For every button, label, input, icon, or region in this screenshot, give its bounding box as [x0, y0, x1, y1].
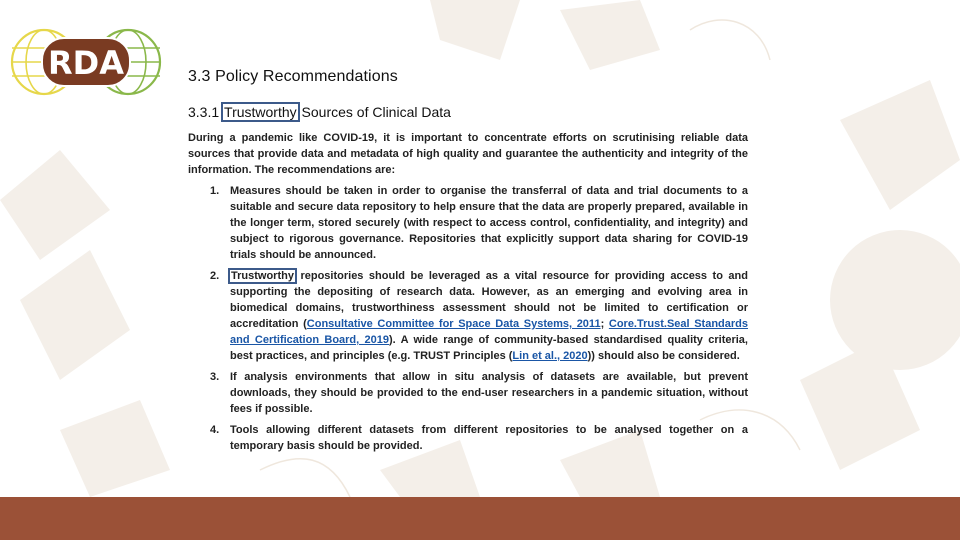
document-content	[188, 68, 748, 454]
list-item-number: 3.	[210, 371, 220, 383]
intro-paragraph: During a pandemic like COVID-19, it is important to concentrate efforts on scrutinising reliable data sources that provide data and metadata of high quality and guarantee the authenticity and integrity of the information. The recommendations are:	[188, 132, 748, 176]
footer-bar	[0, 497, 960, 540]
recommendation-list	[188, 183, 748, 454]
list-item-number: 2.	[210, 270, 220, 282]
highlight-box: Trustworthy	[228, 268, 297, 284]
list-item	[188, 422, 748, 454]
text-run: ). A wide range of community-based standardised quality criteria, best practices, and principles (e.g. TRUST Principles (	[230, 334, 748, 362]
list-item-text: If analysis environments that allow in situ analysis of datasets are available, but prevent downloads, they should be provided to the end-user researchers in a pandemic situation, without fees if possible.	[230, 371, 748, 415]
rda-logo	[8, 26, 164, 98]
list-item-number: 1.	[210, 185, 220, 197]
list-item	[188, 268, 748, 364]
list-item	[188, 369, 748, 417]
subsection-number: 3.3.1	[188, 104, 220, 120]
highlight-box: Trustworthy	[221, 102, 300, 122]
list-item-text	[230, 268, 748, 364]
text-run: ;	[600, 318, 609, 330]
list-item-number: 4.	[210, 424, 220, 436]
logo-text: RDA	[48, 44, 124, 82]
text-run: )) should also be considered.	[587, 350, 740, 362]
citation-link[interactable]: Core.Trust.Seal Standards and Certification Board, 2019	[230, 318, 749, 346]
citation-link[interactable]: Lin et al., 2020	[512, 350, 588, 362]
list-item-text: Tools allowing different datasets from different repositories to be analysed together on a temporary basis should be provided.	[230, 424, 748, 452]
list-item-text: Measures should be taken in order to organise the transferral of data and trial documents to a suitable and secure data repository to help ensure that the data are properly prepared, available in the longer term, stored securely (with respect to access control, confidentiality, and integrity) and subject to rigorous governance. Repositories that explicitly support data sharing for COVID-19 trials should be announced.	[230, 185, 748, 261]
text-run: repositories should be leveraged as a vital resource for providing access to and supporting the depositing of research data. However, as an emerging and evolving area in biomedical domains, trustworthiness assessment should not be limited to certification or accreditation (	[230, 270, 748, 330]
section-title: 3.3 Policy Recommendations	[188, 68, 398, 85]
subsection-title	[188, 104, 748, 120]
list-item	[188, 183, 748, 263]
citation-link[interactable]: Consultative Committee for Space Data Systems, 2011	[306, 318, 601, 330]
subsection-title-rest: Sources of Clinical Data	[301, 104, 451, 120]
